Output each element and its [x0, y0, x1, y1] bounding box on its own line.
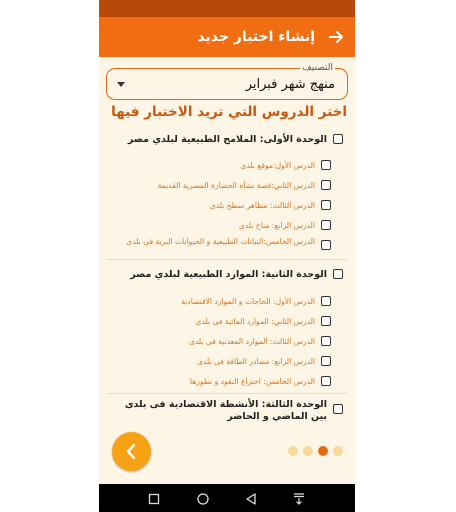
page-dot [333, 446, 343, 456]
lesson-row[interactable] [111, 160, 331, 174]
unit-title: الوحدة الثانية: الموارد الطبيعية لبلدي مصر [130, 269, 327, 280]
lesson-checkbox[interactable] [321, 160, 331, 170]
page-title: إنشاء اختبار جديد [197, 29, 315, 45]
unit-title: الوحدة الثالثة: الأنشطة الاقتصادية فى بلدى بين الماضي و الحاضر [124, 399, 327, 422]
lesson-row[interactable] [111, 180, 331, 194]
lesson-checkbox[interactable] [321, 180, 331, 190]
unit-checkbox[interactable] [333, 269, 343, 279]
arrow-right-icon[interactable] [327, 28, 345, 46]
square-recents-icon[interactable] [147, 491, 161, 505]
divider [107, 259, 347, 260]
unit-checkbox[interactable] [333, 134, 343, 144]
unit-row[interactable] [111, 269, 343, 283]
lesson-title: الدرس الخامس:النباتات الطبيعية و الحيوانات البرية فى بلدى [126, 237, 315, 246]
lesson-row[interactable] [111, 316, 331, 330]
section-heading: اختر الدروس التي تريد الاختبار فيها [111, 104, 347, 120]
lesson-row[interactable] [101, 237, 331, 254]
lesson-row[interactable] [111, 200, 331, 214]
lesson-checkbox[interactable] [321, 356, 331, 366]
lesson-checkbox[interactable] [321, 296, 331, 306]
lesson-title: الدرس الخامس: اختراع النقود و تطورها [189, 377, 315, 386]
unit-title: الوحدة الأولى: الملامح الطبيعية لبلدي مصر [127, 134, 327, 145]
lesson-title: الدرس الأول:موقع بلدى [240, 161, 315, 170]
lesson-title: الدرس الثاني: الموارد المائية فى بلدى [195, 317, 315, 326]
keyboard-hide-icon[interactable] [292, 491, 306, 505]
unit-row[interactable] [111, 399, 343, 422]
classification-value: منهج شهر فبراير [245, 77, 335, 92]
app-screen [99, 0, 355, 512]
lesson-checkbox[interactable] [321, 240, 331, 250]
divider [107, 393, 347, 394]
system-nav-bar [99, 484, 355, 512]
lesson-row[interactable] [111, 220, 331, 234]
page-dot [288, 446, 298, 456]
lesson-row[interactable] [111, 336, 331, 350]
lesson-row[interactable] [111, 376, 331, 390]
lesson-checkbox[interactable] [321, 376, 331, 386]
classification-dropdown[interactable] [106, 63, 348, 100]
lesson-row[interactable] [111, 356, 331, 370]
app-bar [99, 17, 355, 57]
lesson-checkbox[interactable] [321, 316, 331, 326]
unit-row[interactable] [111, 134, 343, 148]
lesson-title: الدرس الرابع: مصادر الطاقة فى بلدى [196, 357, 315, 366]
page-dot [303, 446, 313, 456]
triangle-back-icon[interactable] [244, 491, 258, 505]
dropdown-arrow-icon [117, 82, 125, 87]
lesson-title: الدرس الرابع: مناخ بلدى [238, 221, 315, 230]
lesson-checkbox[interactable] [321, 220, 331, 230]
unit-checkbox[interactable] [333, 404, 343, 414]
lesson-title: الدرس الثاني:قصة نشأه الحضارة المصرية القديمة [157, 181, 315, 190]
lesson-title: الدرس الأول: الحاجات و الموارد الاقتصادية [181, 297, 315, 306]
page-dot-active [318, 446, 328, 456]
circle-home-icon[interactable] [196, 491, 210, 505]
previous-fab-button[interactable] [112, 432, 151, 471]
lesson-title: الدرس الثالث: مظاهر سطح بلدى [209, 201, 315, 210]
lesson-row[interactable] [111, 296, 331, 310]
page-indicator [288, 446, 348, 458]
lesson-checkbox[interactable] [321, 200, 331, 210]
lesson-title: الدرس الثالث: الموارد المعدنية فى بلدى [188, 337, 315, 346]
chevron-left-icon [123, 443, 140, 460]
classification-label: التصنيف [302, 63, 333, 73]
lesson-checkbox[interactable] [321, 336, 331, 346]
status-bar [99, 0, 355, 17]
